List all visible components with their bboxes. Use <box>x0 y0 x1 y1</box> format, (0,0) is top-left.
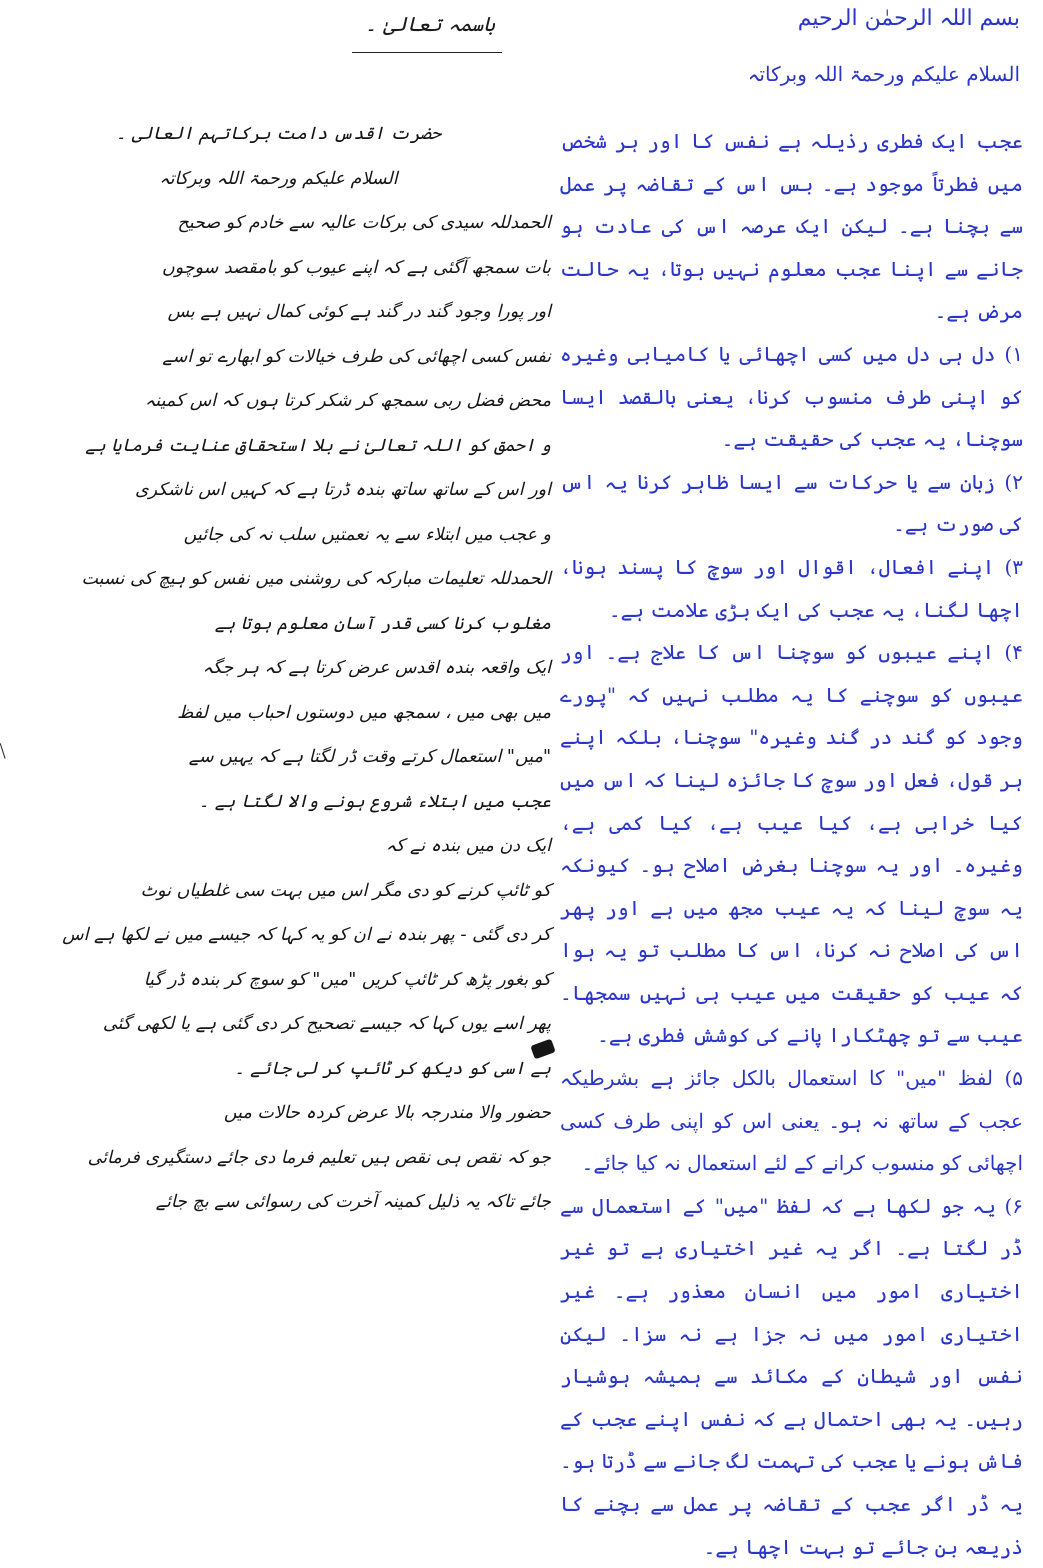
letter-line: محض فضل ربی سمجھ کر شکر کرتا ہوں کہ اس کمینہ <box>145 391 551 411</box>
reply-paragraph: عجب ایک فطری رذیلہ ہے نفس کا اور ہر شخص میں فطرتاً موجود ہے۔ بس اس کے تقاضہ پر عمل سے بچنا ہے۔ لیکن ایک عرصہ اس کی عادت ہو جانے سے اپنا عجب معلوم نہیں ہوتا، یہ حالت مرض ہے۔ <box>560 129 1023 324</box>
letter-line: و عجب میں ابتلاء سے یہ نعمتیں سلب نہ کی جائیں <box>183 524 551 545</box>
letter-line: و احمق کو اللہ تعالیٰ نے بلا استحقاق عنایت فرمایا ہے <box>85 435 551 456</box>
handwritten-letter-column <box>6 112 551 1322</box>
letter-line: بات سمجھ آگئی ہے کہ اپنے عیوب کو بامقصد سوچوں <box>161 257 551 278</box>
reply-paragraph: ۶) یہ جو لکھا ہے کہ لفظ "میں" کے استعمال سے ڈر لگتا ہے۔ اگر یہ غیر اختیاری ہے تو غیر اختیاری امور میں انسان معذور ہے۔ غیر اختیاری امور میں نہ جزا ہے نہ سزا۔ لیکن نفس اور شیطان کے مکائد سے ہمیشہ ہوشیار رہیں۔ یہ بھی احتمال ہے کہ نفس اپنے عجب کے فاش ہونے یا عجب کی تہمت لگ جانے سے ڈرتا ہو۔ یہ ڈر اگر عجب کے تقاضہ پر عمل سے بچنے کا ذریعہ بن جائے تو بہت اچھا ہے۔ <box>560 1193 1023 1559</box>
letter-line: کر دی گئی - پھر بندہ نے ان کو یہ کہا کہ جیسے میں نے لکھا ہے اس <box>62 925 551 945</box>
letter-line: الحمدللہ تعلیمات مبارکہ کی روشنی میں نفس کو ہیچ کی نسبت <box>81 569 551 589</box>
reply-paragraph: ۱) دل ہی دل میں کسی اچھائی یا کامیابی وغیرہ کو اپنی طرف منسوب کرنا، یعنی بالقصد ایسا سوچنا، یہ عجب کی حقیقت ہے۔ <box>560 341 1023 452</box>
letter-line: اور پورا وجود گند در گند ہے کوئی کمال نہیں ہے بس <box>167 302 551 322</box>
letter-line: حضور والا مندرجہ بالا عرض کردہ حالات میں <box>223 1103 551 1123</box>
reply-paragraph: ۵) لفظ "میں" کا استعمال بالکل جائز ہے بشرطیکہ عجب کے ساتھ نہ ہو۔ یعنی اس کو اپنی طرف کسی اچھائی کو منسوب کرانے کے لئے استعمال نہ کیا جائے۔ <box>560 1066 1023 1176</box>
reply-paragraph: ۳) اپنے افعال، اقوال اور سوچ کا پسند ہونا، اچھا لگنا، یہ عجب کی ایک بڑی علامت ہے۔ <box>560 554 1023 622</box>
handwritten-heading: باسمہ تعالیٰ ۔ <box>365 12 495 36</box>
letter-address-line: حضرت اقدس دامت برکاتہم العالی ۔ <box>115 124 442 144</box>
letter-salutation: السلام علیکم ورحمۃ اللہ وبرکاتہ <box>159 168 398 189</box>
reply-salutation: السلام علیکم ورحمۃ اللہ وبرکاتہ <box>747 62 1020 86</box>
letter-line: میں بھی میں ، سمجھ میں دوستوں احباب میں لفظ <box>177 702 551 723</box>
letter-line: نفس کسی اچھائی کی طرف خیالات کو ابھارے تو اسے <box>162 346 551 367</box>
letter-line: عجب میں ابتلاء شروع ہونے والا لگتا ہے ۔ <box>198 791 551 812</box>
letter-line: اور اس کے ساتھ ساتھ بندہ ڈرتا ہے کہ کہیں اس ناشکری <box>134 480 551 500</box>
letter-line: ہے اسی کو دیکھ کر ٹائپ کر لی جائے ۔ <box>234 1058 551 1079</box>
letter-line: کو ٹائپ کرنے کو دی مگر اس میں بہت سی غلطیاں نوٹ <box>140 880 551 901</box>
letter-line: "میں" استعمال کرتے وقت ڈر لگتا ہے کہ یہیں سے <box>188 747 551 767</box>
letter-line: مغلوب کرنا کسی قدر آسان معلوم ہوتا ہے <box>214 613 551 634</box>
letter-line: پھر اسے یوں کہا کہ جیسے تصحیح کر دی گئی ہے یا لکھی گئی <box>102 1014 551 1034</box>
letter-line: جائے تاکہ یہ ذلیل کمینہ آخرت کی رسوائی سے بچ جائے <box>155 1192 551 1212</box>
reply-paragraph: ۲) زبان سے یا حرکات سے ایسا ظاہر کرنا یہ اس کی صورت ہے۔ <box>560 469 1023 537</box>
letter-line: ایک واقعہ بندہ اقدس عرض کرتا ہے کہ ہر جگہ <box>202 658 551 678</box>
letter-line: ایک دن میں بندہ نے کہ <box>385 836 551 856</box>
letter-line: جو کہ نقص ہی نقص ہیں تعلیم فرما دی جائے دستگیری فرمائی <box>87 1147 551 1168</box>
letter-line: الحمدللہ سیدی کی برکات عالیہ سے خادم کو صحیح <box>177 213 551 233</box>
heading-underline <box>352 52 502 53</box>
reply-column <box>560 120 1023 1559</box>
letter-line: کو بغور پڑھ کر ٹائپ کریں "میں" کو سوچ کر بندہ ڈر گیا <box>143 969 551 990</box>
reply-paragraph: ۴) اپنے عیبوں کو سوچنا اس کا علاج ہے۔ اور عیبوں کو سوچنے کا یہ مطلب نہیں کہ "پورے وجود کو گند در گند وغیرہ" سوچنا، بلکہ اپنے ہر قول، فعل اور سوچ کا جائزہ لینا کہ اس میں کیا خرابی ہے، کیا عیب ہے، کیا کمی ہے، وغیرہ۔ اور یہ سوچنا بغرض اصلاح ہو۔ کیونکہ یہ سوچ لینا کہ یہ عیب مجھ میں ہے اور پھر اس کی اصلاح نہ کرنا، اس کا مطلب تو یہ ہوا کہ عیب کو حقیقت میں عیب ہی نہیں سمجھا۔ عیب سے تو چھٹکارا پانے کی کوشش فطری ہے۔ <box>560 640 1023 1048</box>
bismillah-heading: بسم اللہ الرحمٰن الرحیم <box>797 6 1020 31</box>
